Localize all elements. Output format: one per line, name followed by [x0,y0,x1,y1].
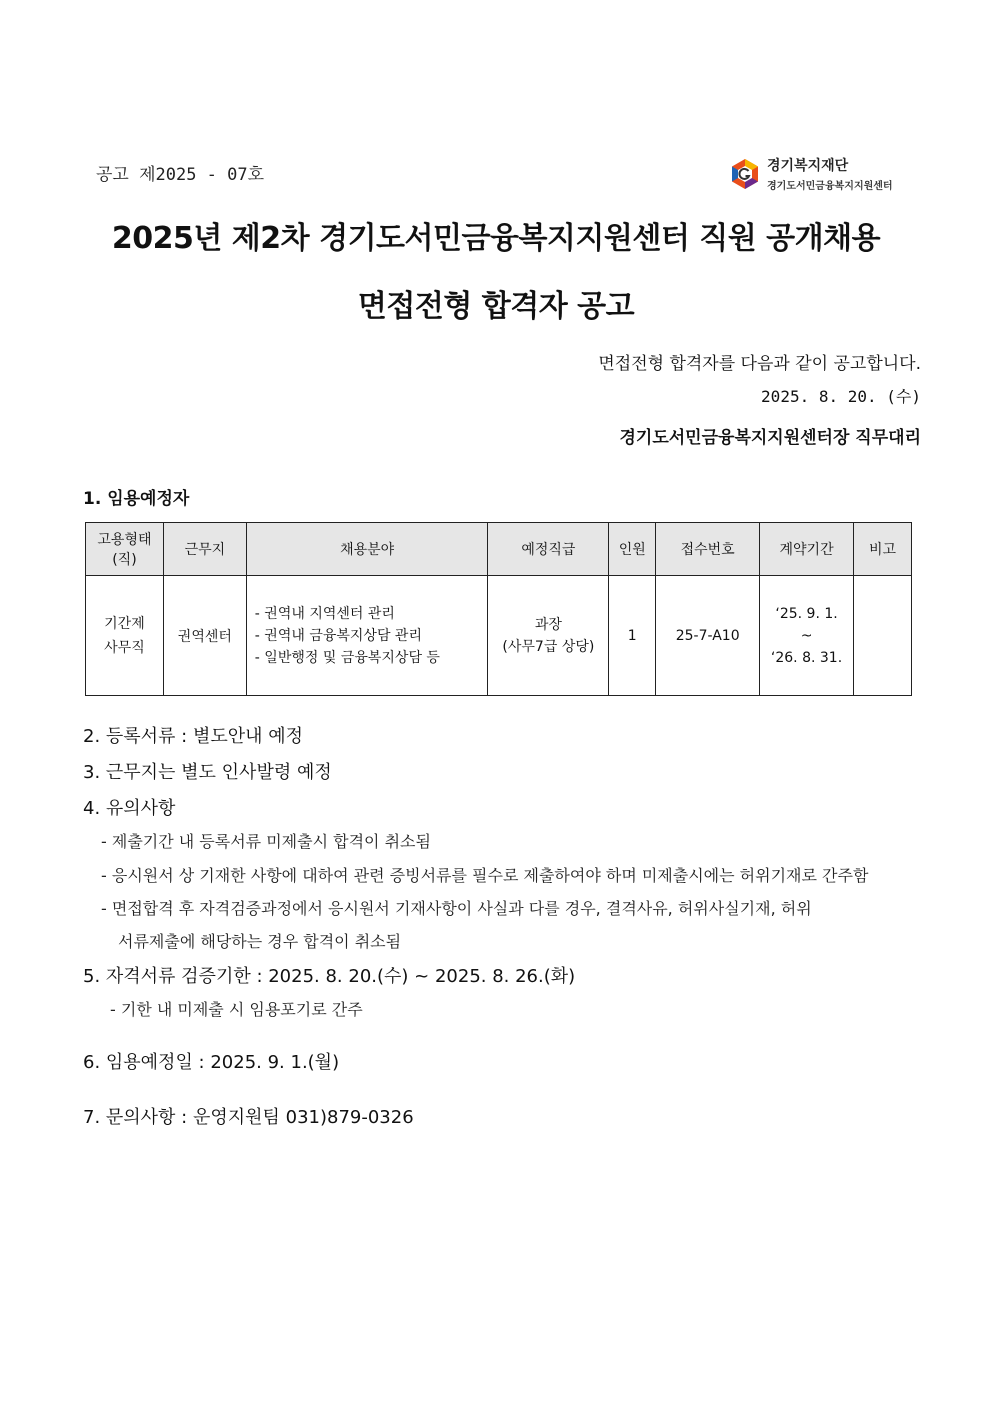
item-workplace: 3. 근무지는 별도 인사발령 예정 [83,762,332,783]
intro-text: 면접전형 합격자를 다음과 같이 공고합니다. [598,354,921,374]
item-contact: 7. 문의사항 : 운영지원팀 031)879-0326 [83,1107,414,1128]
note-item: - 응시원서 상 기재한 사항에 대하여 관련 증빙서류를 필수로 제출하여야 하며 미제출시에는 허위기재로 간주함 [101,866,869,885]
note-item: - 면접합격 후 자격검증과정에서 응시원서 기재사항이 사실과 다를 경우, 결격사유, 허위사실기재, 허위 [101,899,812,918]
table-row [86,576,912,696]
candidate-table [85,522,912,696]
notice-date: 2025. 8. 20. (수) [761,387,921,406]
cell-receipt-no: 25-7-A10 [656,576,760,696]
table-header-row [86,523,912,576]
note-item: - 제출기간 내 등록서류 미제출시 합격이 취소됨 [101,832,431,851]
header-remarks: 비고 [854,523,912,576]
header-count: 인원 [609,523,656,576]
cell-rank: 과장 (사무7급 상당) [488,576,609,696]
header-receipt-no: 접수번호 [656,523,760,576]
document-title-line2: 면접전형 합격자 공고 [357,289,635,324]
document-title-line1: 2025년 제2차 경기도서민금융복지지원센터 직원 공개채용 [111,221,881,256]
notice-number: 공고 제2025 - 07호 [96,165,265,185]
section1-heading: 1. 임용예정자 [83,489,190,509]
cell-contract-period: ‘25. 9. 1. ~ ‘26. 8. 31. [760,576,854,696]
item-verification-deadline: 5. 자격서류 검증기한 : 2025. 8. 20.(수) ~ 2025. 8. 26.(화) [83,966,576,987]
deadline-note: - 기한 내 미제출 시 임용포기로 간주 [110,1000,363,1019]
issuer: 경기도서민금융복지지원센터장 직무대리 [619,428,921,448]
cell-remarks [854,576,912,696]
header-contract-period: 계약기간 [760,523,854,576]
foundation-logo [729,155,893,192]
header-location: 근무지 [163,523,246,576]
item-start-date: 6. 임용예정일 : 2025. 9. 1.(월) [83,1052,340,1073]
item-documents: 2. 등록서류 : 별도안내 예정 [83,726,304,747]
foundation-logo-icon [729,158,761,190]
logo-line2: 경기도서민금융복지지원센터 [767,181,893,192]
header-field: 채용분야 [246,523,488,576]
header-employment-type: 고용형태 (직) [86,523,164,576]
logo-line1: 경기복지재단 [767,158,849,174]
item-notes-heading: 4. 유의사항 [83,798,176,819]
cell-employment-type: 기간제 사무직 [86,576,164,696]
cell-duties: - 권역내 지역센터 관리 - 권역내 금융복지상담 관리 - 일반행정 및 금융복지상담 등 [246,576,488,696]
note-item-continued: 서류제출에 해당하는 경우 합격이 취소됨 [118,932,402,951]
header-rank: 예정직급 [488,523,609,576]
cell-count: 1 [609,576,656,696]
cell-location: 권역센터 [163,576,246,696]
